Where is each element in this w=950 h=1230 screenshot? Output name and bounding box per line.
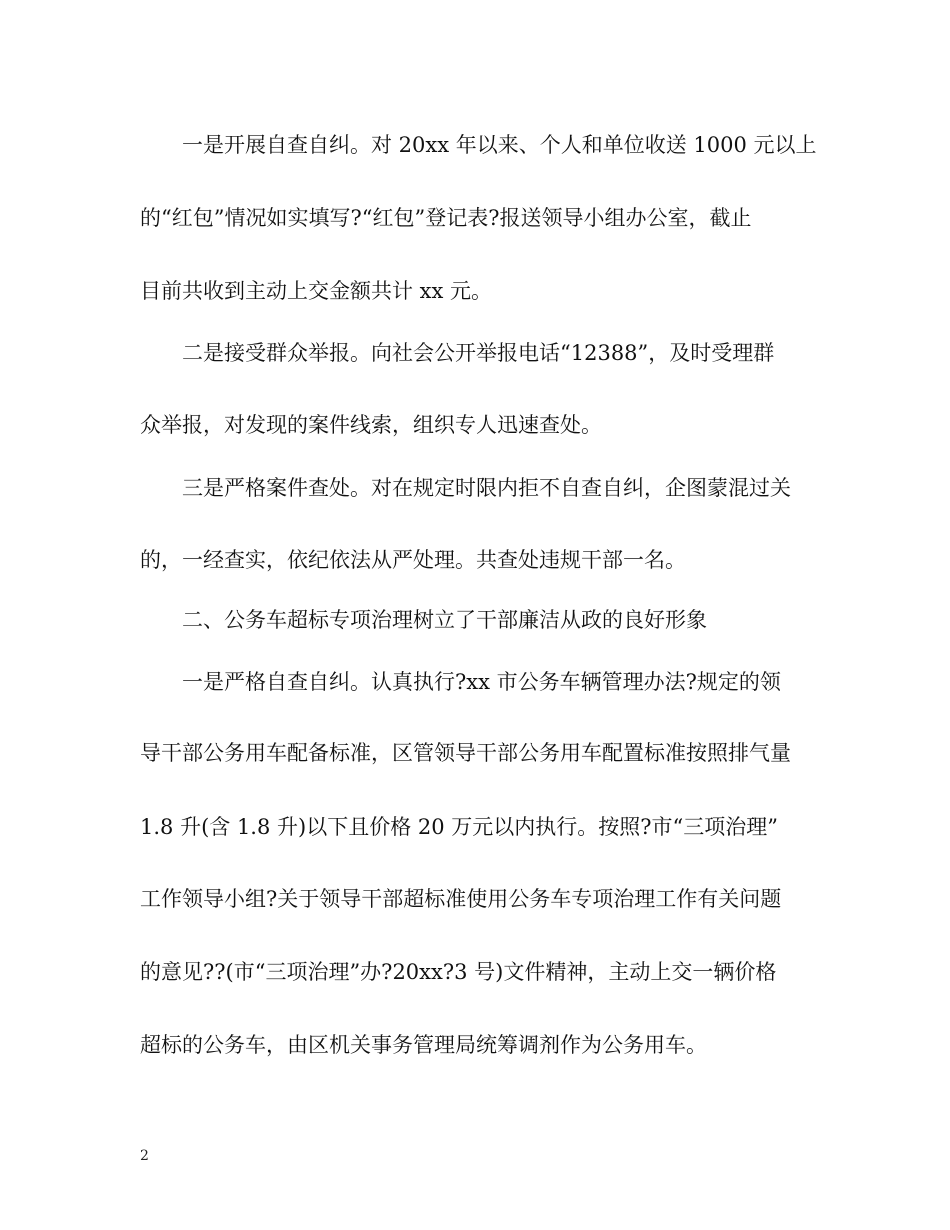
- paragraph-4-line-1: 一是严格自查自纠。认真执行?xx 市公务车辆管理办法?规定的领: [182, 670, 781, 694]
- paragraph-1-line-2: 的“红包”情况如实填写?“红包”登记表?报送领导小组办公室，截止: [140, 206, 752, 230]
- paragraph-2-line-1: 二是接受群众举报。向社会公开举报电话“12388”，及时受理群: [182, 341, 775, 365]
- paragraph-1-line-1: 一是开展自查自纠。对 20xx 年以来、个人和单位收送 1000 元以上: [182, 133, 817, 157]
- paragraph-2-line-2: 众举报，对发现的案件线索，组织专人迅速查处。: [140, 413, 602, 437]
- paragraph-4-line-5: 的意见??(市“三项治理”办?20xx?3 号)文件精神，主动上交一辆价格: [140, 960, 777, 984]
- paragraph-4-line-3: 1.8 升(含 1.8 升)以下且价格 20 万元以内执行。按照?市“三项治理”: [140, 815, 779, 839]
- section-heading: 二、公务车超标专项治理树立了干部廉洁从政的良好形象: [182, 608, 707, 632]
- page-number: 2: [140, 1148, 149, 1164]
- paragraph-4-line-4: 工作领导小组?关于领导干部超标准使用公务车专项治理工作有关问题: [140, 887, 782, 911]
- paragraph-4-line-6: 超标的公务车，由区机关事务管理局统筹调剂作为公务用车。: [140, 1033, 707, 1057]
- paragraph-3-line-2: 的，一经查实，依纪依法从严处理。共查处违规干部一名。: [140, 548, 686, 572]
- paragraph-1-line-3: 目前共收到主动上交金额共计 xx 元。: [140, 279, 493, 303]
- paragraph-3-line-1: 三是严格案件查处。对在规定时限内拒不自查自纠，企图蒙混过关: [182, 476, 791, 500]
- paragraph-4-line-2: 导干部公务用车配备标准，区管领导干部公务用车配置标准按照排气量: [140, 741, 791, 765]
